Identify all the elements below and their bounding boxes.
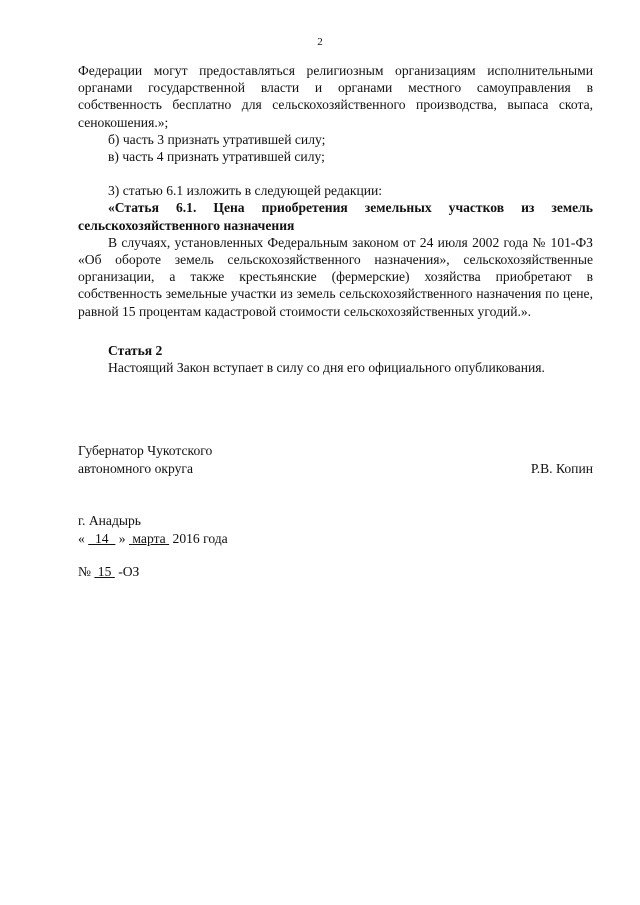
paragraph-item-v: в) часть 4 признать утратившей силу; bbox=[108, 149, 325, 165]
place-date-block bbox=[78, 512, 228, 547]
date-open-quote: « bbox=[78, 530, 85, 546]
document-body bbox=[78, 62, 593, 376]
article-6-1-heading: «Статья 6.1. Цена приобретения земельных участков из земель сельскохозяйственного назначения bbox=[78, 200, 593, 233]
article-2-text: Настоящий Закон вступает в силу со дня его официального опубликования. bbox=[108, 360, 545, 376]
signature-block bbox=[78, 442, 593, 477]
signatory-position-line1: Губернатор Чукотского bbox=[78, 443, 213, 458]
signatory-name: Р.В. Копин bbox=[530, 460, 593, 476]
date-close-quote: » bbox=[118, 530, 126, 546]
law-number-suffix: -ОЗ bbox=[118, 564, 140, 579]
article-6-1-text: В случаях, установленных Федеральным законом от 24 июля 2002 года № 101-ФЗ «Об обороте земель сельскохозяйственного назначения», сельскохозяйственные организации, а также крестьянские (фермерские) хозяйства приобретают в собственность земельные участки из земель сельскохозяйственного назначения по цене, равной 15 процентам кадастровой стоимости сельскохозяйственных угодий.». bbox=[78, 234, 593, 319]
date-month: марта bbox=[132, 530, 166, 546]
paragraph-item-b: б) часть 3 признать утратившей силу; bbox=[108, 131, 326, 147]
number-sign: № bbox=[78, 564, 91, 579]
date-line bbox=[78, 530, 228, 548]
page-number: 2 bbox=[317, 36, 323, 48]
paragraph-item-3: 3) статью 6.1 изложить в следующей редакции: bbox=[108, 183, 383, 199]
article-2-heading: Статья 2 bbox=[108, 342, 163, 358]
date-day: 14 bbox=[95, 530, 109, 546]
law-number: 15 bbox=[97, 564, 112, 579]
paragraph-continuation: Федерации могут предоставляться религиозным организациям исполнительными органами государственной власти и органами местного самоуправления в собственность бесплатно для сельскохозяйственного производства, выпаса скота, сенокошения.»; bbox=[78, 63, 593, 130]
signatory-position-line2: автономного округа bbox=[78, 460, 194, 476]
city: г. Анадырь bbox=[78, 513, 142, 528]
law-number-line bbox=[78, 563, 139, 581]
date-year: 2016 года bbox=[172, 530, 228, 546]
